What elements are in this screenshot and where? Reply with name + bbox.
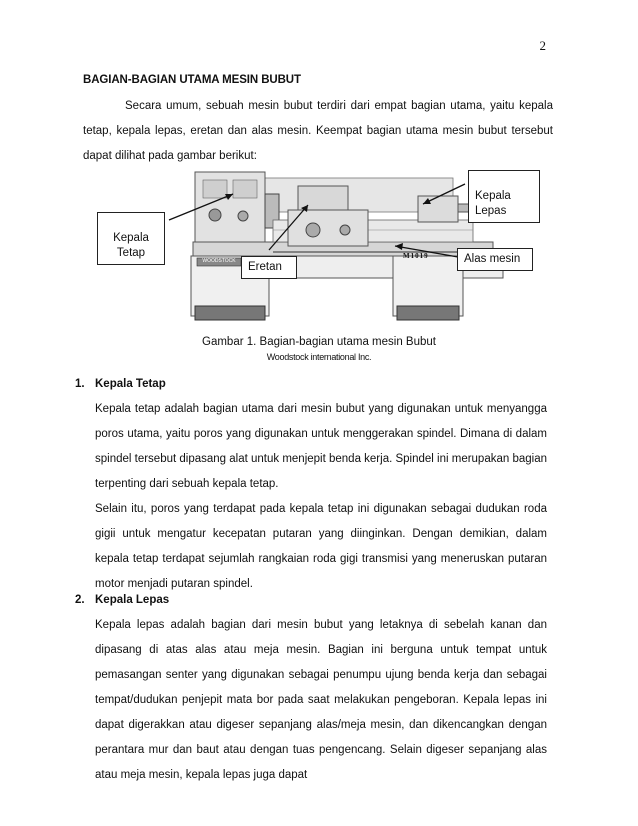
callout-kepala-tetap <box>97 212 165 265</box>
section-title: Kepala Tetap <box>95 378 166 390</box>
page-number: 2 <box>539 38 546 53</box>
callout-alas-mesin-text: Alas mesin <box>464 253 521 265</box>
callout-eretan <box>241 256 297 279</box>
intro-paragraph <box>83 94 553 169</box>
section-paragraph: Selain itu, poros yang terdapat pada kepala tetap ini digunakan sebagai dudukan roda gigii untuk mengatur kecepatan putaran yang diinginkan. Dengan demikian, dalam kepala tetap terdapat sejumlah rangkaian roda gigi transmisi yang meneruskan putaran motor menjadi putaran spindel. <box>95 503 547 590</box>
section-paragraph: Kepala lepas adalah bagian dari mesin bubut yang letaknya di sebelah kanan dan dipasang di atas alas atau meja mesin. Bagian ini berguna untuk tempat untuk pemasangan senter yang digunakan sebagai penumpu ujung benda kerja dan sebagai tempat/dudukan penjepit mata bor pada saat melakukan pengeboran. Kepala lepas ini dapat digerakkan atau digeser sepanjang alas/meja mesin, dan dikencangkan dengan perantara mur dan baut atau dengan tuas pengencang. Selain digeser sepanjang alas atau meja mesin, kepala lepas juga dapat <box>95 619 547 781</box>
brand-badge: WOODSTOCK <box>202 258 236 264</box>
document-title: BAGIAN-BAGIAN UTAMA MESIN BUBUT <box>83 74 301 86</box>
section-kepala-tetap <box>75 372 547 597</box>
section-paragraph: Kepala tetap adalah bagian utama dari mesin bubut yang digunakan untuk menyangga poros utama, yaitu poros yang digunakan untuk menggerakan spindel. Dimana di dalam spindel tersebut dipasang alat untuk menjepit benda kerja. Spindel ini merupakan bagian terpenting dari sebuah kepala tetap. <box>95 403 547 490</box>
section-heading <box>75 372 547 397</box>
figure-caption: Gambar 1. Bagian-bagian utama mesin Bubut <box>202 336 436 348</box>
callout-alas-mesin <box>457 248 533 271</box>
callout-kepala-lepas <box>468 170 540 223</box>
callout-eretan-text: Eretan <box>248 261 282 273</box>
section-heading <box>75 588 547 613</box>
section-title: Kepala Lepas <box>95 594 170 606</box>
machine-model: M1019 <box>403 252 429 260</box>
callout-kepala-lepas-text: Kepala Lepas <box>475 190 511 217</box>
figure-credit: Woodstock international Inc. <box>266 352 372 362</box>
lathe-figure <box>83 160 553 330</box>
section-number: 1. <box>75 378 85 390</box>
callout-kepala-tetap-text: Kepala Tetap <box>113 232 149 259</box>
section-number: 2. <box>75 594 85 606</box>
intro-text: Secara umum, sebuah mesin bubut terdiri dari empat bagian utama, yaitu kepala tetap, kepala lepas, eretan dan alas mesin. Keempat bagian utama mesin bubut tersebut dapat dilihat pada gambar berikut: <box>83 100 553 162</box>
section-kepala-lepas <box>75 588 547 788</box>
